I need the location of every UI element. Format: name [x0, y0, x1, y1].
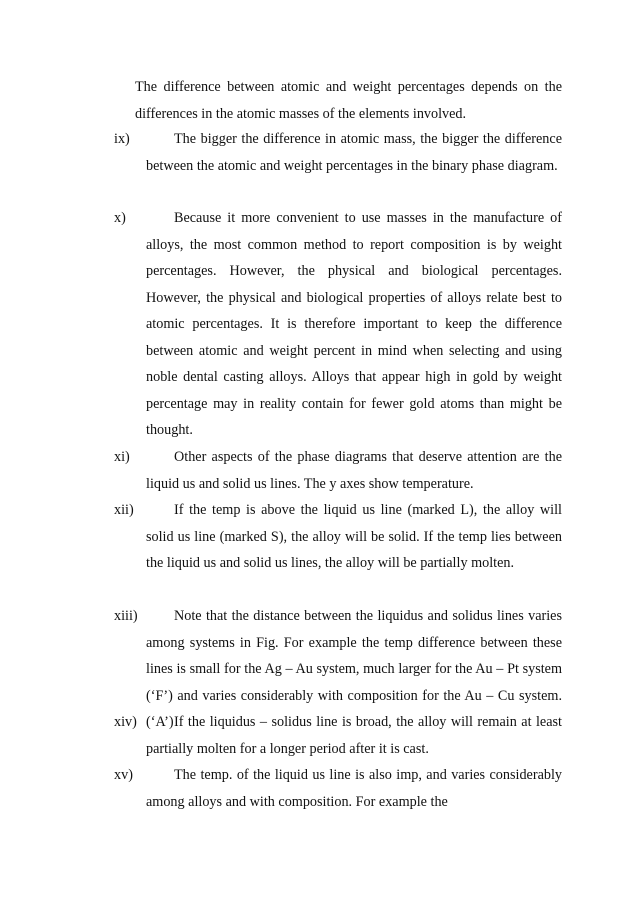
list-item-xi — [114, 444, 562, 497]
item-text: If the liquidus – solidus line is broad, the alloy will remain at least partially molten for a longer period after it is cast. — [146, 714, 562, 757]
item-text: If the temp is above the liquid us line (marked L), the alloy will solid us line (marked S), the alloy will be solid. If the temp lies between the liquid us and solid us lines, the alloy will be partially molten. — [146, 502, 562, 571]
item-number: ix) — [114, 131, 130, 147]
item-number: xii) — [114, 502, 134, 518]
list-item-xiv — [114, 709, 562, 762]
item-text: The temp. of the liquid us line is also imp, and varies considerably among alloys and with composition. For example the — [146, 767, 562, 810]
item-text: The bigger the difference in atomic mass, the bigger the difference between the atomic and weight percentages in the binary phase diagram. — [146, 131, 562, 174]
item-number: x) — [114, 210, 126, 226]
list-item-xii — [114, 497, 562, 577]
item-text: Because it more convenient to use masses in the manufacture of alloys, the most common method to report composition is by weight percentages. However, the physical and biological percentages. However, the physical and biological properties of alloys relate best to atomic percentages. It is therefore important to keep the difference between atomic and weight percent in mind when selecting and using noble dental casting alloys. Alloys that appear high in gold by weight percentage may in reality contain for fewer gold atoms than might be thought. — [146, 210, 562, 438]
item-number: xi) — [114, 449, 130, 465]
list-item-xv — [114, 762, 562, 815]
item-text: Other aspects of the phase diagrams that deserve attention are the liquid us and solid us lines. The y axes show temperature. — [146, 449, 562, 492]
intro-paragraph: The difference between atomic and weight percentages depends on the differences in the atomic masses of the elements involved. — [135, 79, 562, 122]
list-item-x — [114, 205, 562, 444]
item-number: xv) — [114, 767, 133, 783]
list-item-ix — [114, 126, 562, 179]
item-number: xiii) — [114, 608, 138, 624]
item-number: xiv) — [114, 714, 137, 730]
item-text: Note that the distance between the liquidus and solidus lines varies among systems in Fig. For example the temp difference between these lines is small for the Ag – Au system, much larger for the Au – Pt system (‘F’) and varies considerably with composition for the Au – Cu system. (‘A’) — [146, 608, 562, 730]
